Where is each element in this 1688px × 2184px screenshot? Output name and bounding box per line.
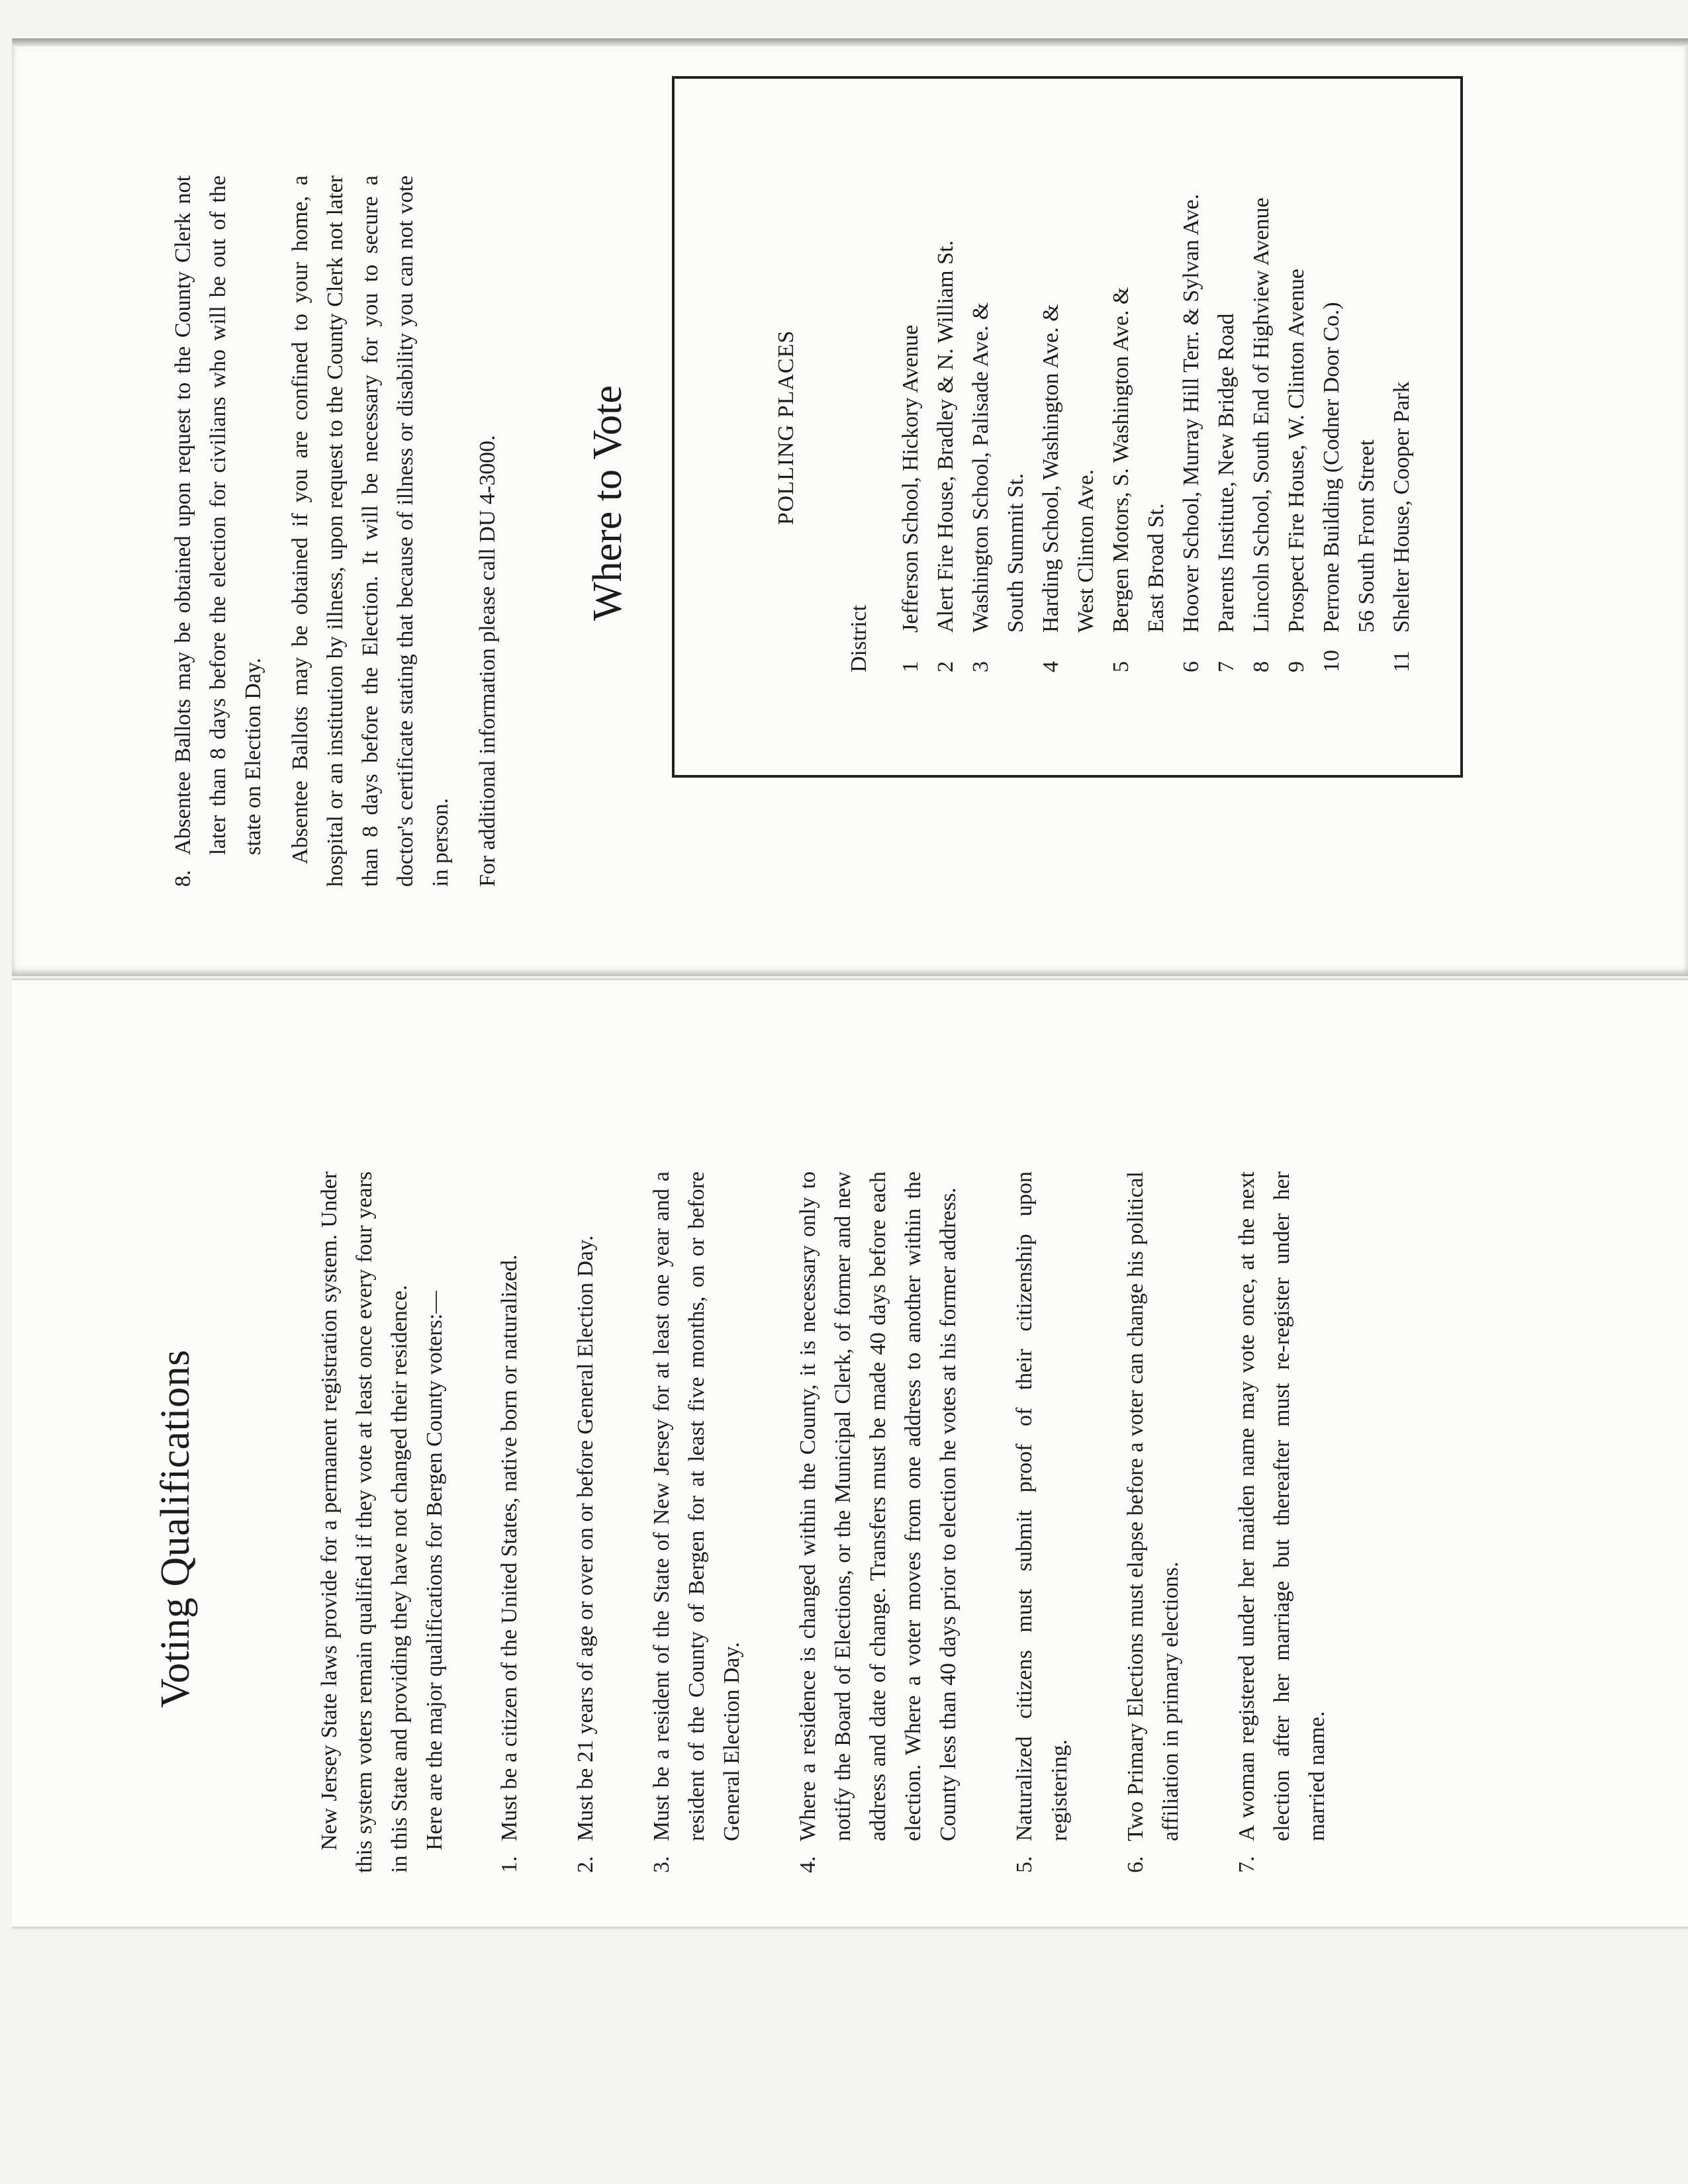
item-number: 7.	[1235, 1856, 1259, 1873]
polling-place-name: Hoover School, Murray Hill Terr. & Sylvan Ave.	[1179, 193, 1203, 633]
district-number: 3	[968, 661, 993, 672]
district-number: 2	[933, 661, 958, 672]
polling-place-item	[1244, 103, 1279, 672]
polling-place-name: Harding School, Washington Ave. &	[1039, 304, 1063, 633]
district-number: 1	[898, 661, 923, 672]
district-number: 7	[1214, 661, 1239, 672]
item-number: 4.	[796, 1856, 820, 1873]
polling-place-name: Alert Fire House, Bradley & N. William St.	[933, 240, 958, 633]
qualification-item	[492, 1171, 527, 1873]
polling-place-street: South Summit St.	[1004, 473, 1028, 633]
item-text: Where a residence is changed within the County, it is necessary only to notify the Board of Elections, or the Municipal Clerk, of former and new address and date of change. Transfers must be made 40 days before each election. Where a voter moves from one address to another within the County less than 40 days prior to election he votes at his former address.	[796, 1171, 961, 1841]
polling-place-item	[1174, 103, 1209, 672]
polling-place-name: Perrone Building (Codner Door Co.)	[1319, 302, 1344, 633]
polling-place-street: 56 South Front Street	[1354, 439, 1379, 633]
polling-places-list	[893, 103, 1419, 672]
polling-place-item	[1103, 103, 1174, 672]
polling-place-street: East Broad St.	[1144, 503, 1168, 633]
item-number: 6.	[1123, 1856, 1148, 1873]
item-text: A woman registered under her maiden name may vote once, at the next election after her marriage but thereafter must re-register under her married name.	[1235, 1171, 1329, 1841]
polling-place-item	[1279, 103, 1314, 672]
qualifications-list	[492, 1171, 1335, 1873]
polling-place-name: Washington School, Palisade Ave. &	[968, 302, 993, 633]
polling-place-item	[1314, 103, 1384, 672]
polling-place-name: Prospect Fire House, W. Clinton Avenue	[1284, 269, 1309, 633]
polling-place-item	[1384, 103, 1419, 672]
polling-places-box	[672, 76, 1463, 778]
polling-place-item	[963, 103, 1033, 672]
item-text: Must be a citizen of the United States, native born or naturalized.	[497, 1254, 522, 1841]
qualification-item	[568, 1171, 603, 1873]
item-text: Must be 21 years of age or over on or before General Election Day.	[573, 1235, 598, 1841]
qualifications-body	[312, 1171, 1335, 1873]
qualification-item	[790, 1171, 966, 1873]
where-to-vote-section	[165, 175, 1562, 887]
absentee-paragraph: Absentee Ballots may be obtained if you are confined to your home, a hospital or an institution by illness, upon request to the County Clerk not later than 8 days before the Election. It will be necessary for you to secure a doctor's certificate stating that because of illness or disability you can not vote in person.	[288, 175, 453, 887]
intro-paragraph-1: New Jersey State laws provide for a permanent registration system. Under this system voters remain qualified if they vote at least once every four years in this State and providing they have not changed their residence.	[317, 1171, 412, 1873]
absentee-item	[165, 175, 271, 887]
additional-info-text: For additional information please call DU 4-3000.	[475, 435, 500, 887]
qualifications-intro	[312, 1171, 452, 1873]
polling-place-item	[1209, 103, 1244, 672]
polling-place-name: Bergen Motors, S. Washington Ave. &	[1109, 287, 1133, 633]
item-number: 1.	[497, 1856, 522, 1873]
district-label: District	[847, 605, 871, 672]
item-text: Must be a resident of the State of New Jersey for at least one year and a resident of the County of Bergen for at least five months, on or before General Election Day.	[649, 1171, 744, 1841]
intro-paragraph-2: Here are the major qualifications for Bergen County voters:—	[422, 1291, 447, 1850]
qualification-item	[644, 1171, 749, 1873]
polling-place-name: Shelter House, Cooper Park	[1389, 381, 1414, 633]
item-text: Two Primary Elections must elapse before a voter can change his political affiliation in primary elections.	[1123, 1171, 1183, 1841]
item-text: Naturalized citizens must submit proof of their citizenship upon registering.	[1012, 1171, 1072, 1841]
qualification-item	[1229, 1171, 1335, 1873]
item-number: 5.	[1012, 1856, 1037, 1873]
item-number: 3.	[649, 1856, 674, 1873]
district-number: 4	[1039, 661, 1063, 672]
qualification-item	[1118, 1171, 1188, 1873]
item-number: 8.	[171, 870, 195, 887]
qualification-item	[1007, 1171, 1077, 1873]
polling-place-item	[893, 103, 928, 672]
polling-place-item	[928, 103, 963, 672]
district-number: 6	[1179, 661, 1203, 672]
district-number: 11	[1389, 651, 1414, 672]
polling-place-street: West Clinton Ave.	[1074, 469, 1098, 633]
polling-places-title: POLLING PLACES	[774, 330, 798, 525]
polling-place-item	[1033, 103, 1103, 672]
absentee-item-text: Absentee Ballots may be obtained upon request to the County Clerk not later than 8 days before the election for civilians who will be out of the state on Election Day.	[171, 175, 265, 855]
district-number: 9	[1284, 661, 1309, 672]
voting-qualifications-title: Voting Qualifications	[153, 1349, 198, 1708]
district-number: 10	[1319, 650, 1344, 672]
voting-qualifications-section	[152, 1171, 1450, 1886]
district-number: 8	[1249, 661, 1274, 672]
polling-place-name: Lincoln School, South End of Highview Avenue	[1249, 197, 1274, 633]
district-number: 5	[1109, 661, 1133, 672]
where-to-vote-title: Where to Vote	[585, 385, 630, 621]
absentee-list	[165, 175, 271, 887]
item-number: 2.	[573, 1856, 598, 1873]
polling-place-name: Parents Institute, New Bridge Road	[1214, 313, 1239, 633]
polling-place-name: Jefferson School, Hickory Avenue	[898, 324, 923, 633]
